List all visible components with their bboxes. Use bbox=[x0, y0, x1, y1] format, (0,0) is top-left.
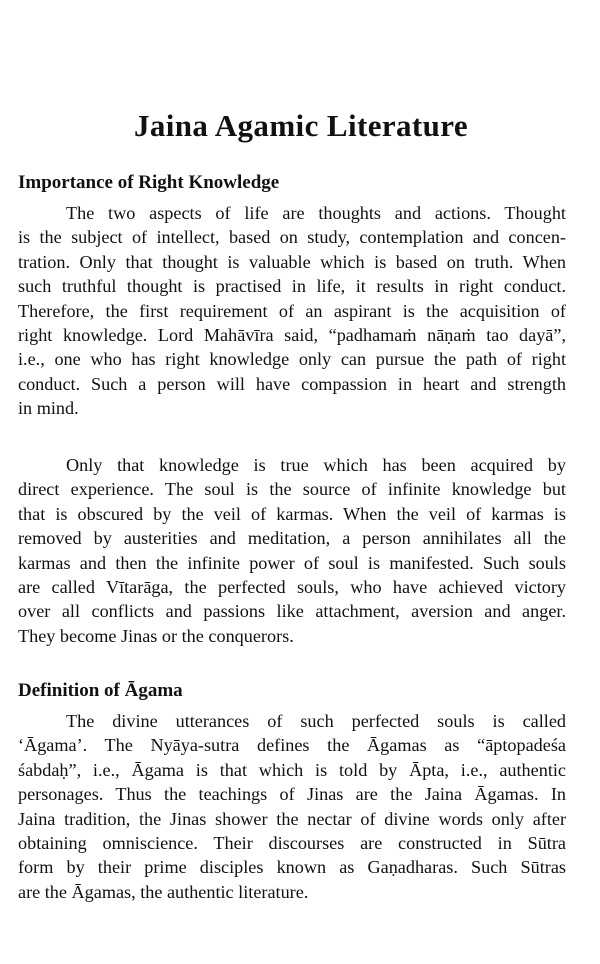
text-line: are called Vītarāga, the perfected souls, who have achieved victory bbox=[18, 577, 566, 598]
section-heading-definition-agama: Definition of Āgama bbox=[18, 680, 183, 701]
text-line: The two aspects of life are thoughts and actions. Thought bbox=[66, 203, 566, 223]
text-line: śabdaḥ”, i.e., Āgama is that which is told by Āpta, i.e., authentic bbox=[18, 759, 566, 780]
text-line: Therefore, the first requirement of an aspirant is the acquisition of bbox=[18, 300, 566, 321]
text-line: karmas and then the infinite power of soul is manifested. Such souls bbox=[18, 552, 566, 573]
text-line: is the subject of intellect, based on study, contemplation and concen- bbox=[18, 227, 566, 248]
text-line: ‘Āgama’. The Nyāya-sutra defines the Āgamas as “āptopadeśa bbox=[18, 735, 566, 756]
text-line: They become Jinas or the conquerors. bbox=[18, 625, 294, 646]
text-line: over all conflicts and passions like attachment, aversion and anger. bbox=[18, 601, 566, 622]
text-line: Only that knowledge is true which has been acquired by bbox=[66, 455, 566, 475]
section-heading-right-knowledge: Importance of Right Knowledge bbox=[18, 172, 280, 193]
text-line: tration. Only that thought is valuable which is based on truth. When bbox=[18, 251, 566, 272]
text-line: form by their prime disciples known as Gaṇadharas. Such Sūtras bbox=[18, 857, 566, 878]
text-line: that is obscured by the veil of karmas. When the veil of karmas is bbox=[18, 503, 566, 524]
text-line: removed by austerities and meditation, a person annihilates all the bbox=[18, 528, 566, 549]
paragraph-right-knowledge-1 bbox=[18, 201, 566, 421]
text-line: The divine utterances of such perfected souls is called bbox=[66, 711, 566, 731]
text-line: such truthful thought is practised in life, it results in right conduct. bbox=[18, 276, 566, 297]
page-title: Jaina Agamic Literature bbox=[133, 108, 469, 143]
text-line: in mind. bbox=[18, 398, 79, 419]
text-line: right knowledge. Lord Mahāvīra said, “padhamaṁ nāṇaṁ tao dayā”, bbox=[18, 325, 566, 346]
text-line: obtaining omniscience. Their discourses are constructed in Sūtra bbox=[18, 833, 566, 854]
text-line: i.e., one who has right knowledge only can pursue the path of right bbox=[18, 349, 566, 370]
paragraph-right-knowledge-2 bbox=[18, 453, 566, 648]
text-line: personages. Thus the teachings of Jinas are the Jaina Āgamas. In bbox=[18, 784, 566, 805]
text-line: Jaina tradition, the Jinas shower the nectar of divine words only after bbox=[18, 808, 566, 829]
paragraph-definition-agama bbox=[18, 709, 566, 904]
text-line: conduct. Such a person will have compassion in heart and strength bbox=[18, 373, 566, 394]
text-line: are the Āgamas, the authentic literature. bbox=[18, 881, 309, 902]
text-line: direct experience. The soul is the source of infinite knowledge but bbox=[18, 479, 566, 500]
